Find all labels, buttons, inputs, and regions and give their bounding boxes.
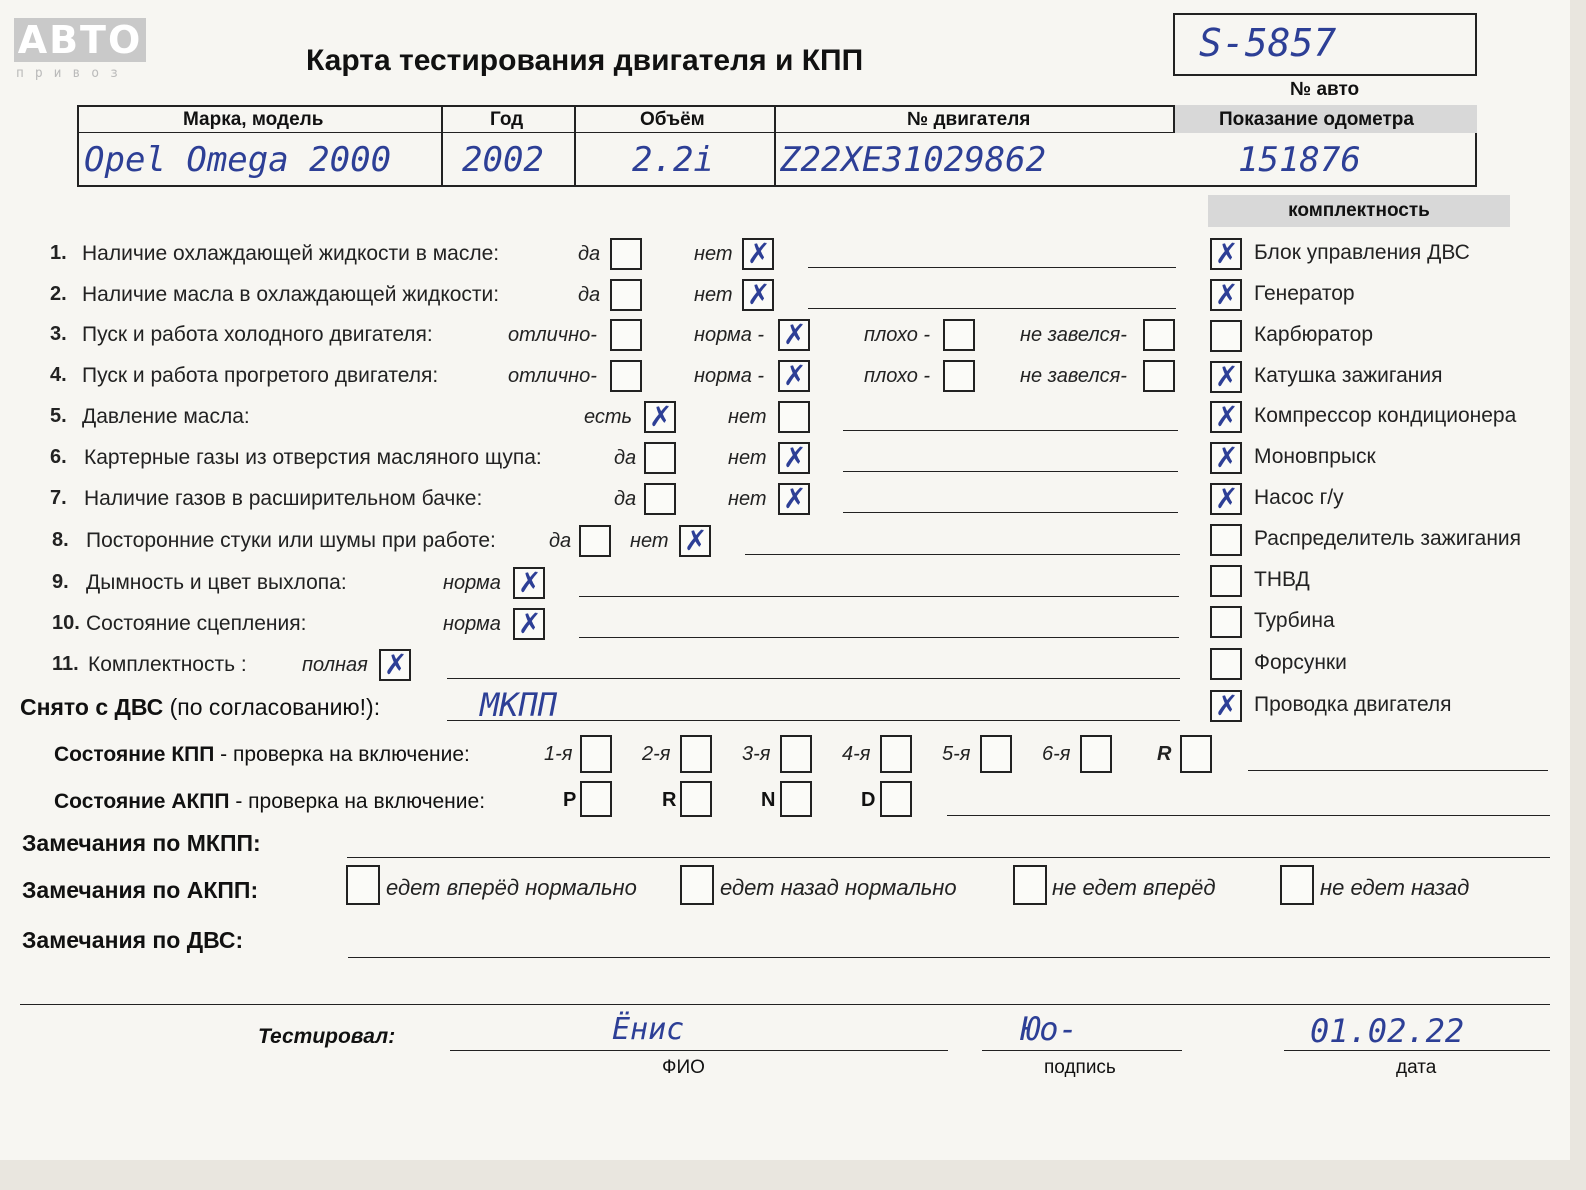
option-label: не завелся- [1020,365,1127,387]
option-checkbox[interactable] [610,319,642,351]
option-label: нет [630,530,669,552]
option-label: отлично- [508,365,597,387]
option-checkbox[interactable] [644,442,676,474]
row-line [579,596,1179,597]
auto-gearbox-label-rest: - проверка на включение: [229,790,486,813]
option-checkbox[interactable] [644,483,676,515]
row-number: 6. [50,446,67,468]
value-year: 2002 [462,140,544,180]
row-label: Давление масла: [82,405,250,428]
completeness-label: Турбина [1254,609,1335,632]
auto-number-cell [1173,13,1477,76]
completeness-label: Распределитель зажигания [1254,527,1522,550]
mode-label: D [861,789,876,811]
row-number: 2. [50,283,67,305]
col-sep [774,105,776,187]
signature-line [982,1050,1182,1051]
col-header-year: Год [490,109,524,130]
option-label: плохо - [864,324,931,346]
mode-checkbox[interactable] [780,781,812,817]
row-label: Пуск и работа холодного двигателя: [82,323,433,346]
option-label: не завелся- [1020,324,1127,346]
tested-label: Тестировал: [258,1025,396,1048]
row-label: Наличие масла в охлаждающей жидкости: [82,283,500,306]
option-label: норма - [694,324,765,346]
row-number: 10. [52,612,80,634]
removed-label-rest: (по согласованию!): [169,694,381,720]
date-caption: дата [1396,1057,1437,1078]
gear-checkbox[interactable] [680,735,712,773]
row-line [745,554,1180,555]
auto-gearbox-line [947,815,1550,816]
row-label: Наличие газов в расширительном бачке: [84,487,483,510]
option-checkbox[interactable] [778,360,810,392]
row-line [447,678,1180,679]
completeness-checkbox[interactable] [1210,606,1242,638]
col-header-engine-number: № двигателя [907,109,1031,130]
option-label: нет [728,488,767,510]
row-line [579,637,1179,638]
completeness-checkbox[interactable] [1210,238,1242,270]
option-checkbox[interactable] [610,360,642,392]
mode-label: N [761,789,776,811]
signature-caption: подпись [1044,1057,1116,1078]
value-engine-number: Z22XE31029862 [780,140,1047,180]
completeness-label: Насос г/у [1254,486,1344,509]
row-number: 1. [50,242,67,264]
option-label: нет [694,284,733,306]
option-checkbox[interactable] [1143,319,1175,351]
completeness-checkbox[interactable] [1210,483,1242,515]
option-label: полная [302,654,368,676]
row-label: Пуск и работа прогретого двигателя: [82,364,439,387]
option-checkbox[interactable] [742,279,774,311]
mode-checkbox[interactable] [580,781,612,817]
completeness-label: Катушка зажигания [1254,364,1443,387]
separator-line [20,1004,1550,1005]
row-label: Комплектность : [88,653,247,676]
row-label: Состояние сцепления: [86,612,307,635]
option-checkbox[interactable] [778,319,810,351]
col-header-make: Марка, модель [183,109,324,130]
name-line [450,1050,948,1051]
col-header-odometer: Показание одометра [1219,109,1414,130]
akpp-option-label: не едет назад [1320,875,1470,900]
notes-mkpp-label: Замечания по МКПП: [22,830,261,856]
removed-label-bold: Снято с ДВС [20,694,164,720]
completeness-label: Блок управления ДВС [1254,241,1470,264]
akpp-option-label: едет назад нормально [720,875,957,900]
gear-label: 3-я [742,743,771,765]
row-number: 4. [50,364,67,386]
auto-gearbox-label-bold: Состояние АКПП [54,790,230,813]
akpp-option-checkbox[interactable] [1280,865,1314,905]
row-line [843,512,1178,513]
akpp-option-label: не едет вперёд [1052,875,1216,900]
gear-label: 2-я [642,743,671,765]
notes-dvs-line [348,957,1550,958]
option-label: есть [584,406,633,428]
removed-value: МКПП [480,686,558,724]
row-number: 7. [50,487,67,509]
gear-checkbox[interactable] [980,735,1012,773]
row-number: 8. [52,529,69,551]
option-label: да [578,243,601,265]
option-checkbox[interactable] [1143,360,1175,392]
row-line [843,471,1178,472]
tester-name: Ёнис [612,1012,685,1047]
row-number: 3. [50,323,67,345]
notes-dvs-label: Замечания по ДВС: [22,927,244,953]
gear-checkbox[interactable] [1180,735,1212,773]
option-label: плохо - [864,365,931,387]
gear-label: 4-я [842,743,871,765]
logo-subtitle: привоз [16,66,129,81]
option-checkbox[interactable] [778,401,810,433]
row-number: 5. [50,405,67,427]
removed-line [447,720,1180,721]
option-checkbox[interactable] [513,608,545,640]
manual-gearbox-label-rest: - проверка на включение: [214,743,470,766]
completeness-checkbox[interactable] [1210,361,1242,393]
notes-mkpp-line [347,857,1550,858]
mode-checkbox[interactable] [880,781,912,817]
auto-number-value: S-5857 [1199,21,1337,65]
row-label: Дымность и цвет выхлопа: [86,571,347,594]
mode-label: P [563,789,577,811]
value-make: Opel Omega 2000 [84,140,392,180]
option-checkbox[interactable] [778,442,810,474]
completeness-checkbox[interactable] [1210,442,1242,474]
date-line [1284,1050,1550,1051]
auto-gearbox-label [54,790,485,814]
option-label: нет [728,447,767,469]
option-label: нет [728,406,767,428]
option-checkbox[interactable] [379,649,411,681]
manual-gearbox-label [54,743,470,767]
option-label: нет [694,243,733,265]
option-label: да [614,447,637,469]
gear-checkbox[interactable] [580,735,612,773]
auto-number-label: № авто [1290,79,1360,100]
value-odometer: 151876 [1238,140,1361,180]
akpp-option-checkbox[interactable] [1013,865,1047,905]
completeness-label: Компрессор кондиционера [1254,404,1517,427]
option-checkbox[interactable] [943,319,975,351]
row-label: Посторонние стуки или шумы при работе: [86,529,496,552]
signature: Юо- [1020,1010,1078,1048]
akpp-option-checkbox[interactable] [346,865,380,905]
akpp-option-checkbox[interactable] [680,865,714,905]
option-checkbox[interactable] [679,525,711,557]
gear-label: 1-я [544,743,573,765]
completeness-label: Моновпрыск [1254,445,1376,468]
row-label: Наличие охлаждающей жидкости в масле: [82,242,500,265]
option-checkbox[interactable] [513,567,545,599]
completeness-label: Проводка двигателя [1254,693,1452,716]
completeness-title: комплектность [1208,195,1510,227]
test-date: 01.02.22 [1310,1012,1465,1050]
completeness-checkbox[interactable] [1210,279,1242,311]
option-checkbox[interactable] [610,238,642,270]
completeness-checkbox[interactable] [1210,690,1242,722]
row-number: 11. [52,653,79,675]
completeness-checkbox[interactable] [1210,565,1242,597]
gear-label: 5-я [942,743,971,765]
col-header-volume: Объём [640,109,705,130]
gear-checkbox[interactable] [780,735,812,773]
row-label: Картерные газы из отверстия масляного щупа: [84,446,542,469]
completeness-label: Карбюратор [1254,323,1374,346]
notes-akpp-label: Замечания по АКПП: [22,877,259,903]
col-sep [574,105,576,187]
option-label: отлично- [508,324,597,346]
removed-label [20,694,380,721]
gear-checkbox[interactable] [1080,735,1112,773]
page-title: Карта тестирования двигателя и КПП [306,44,864,77]
manual-gearbox-label-bold: Состояние КПП [54,743,215,766]
row-line [843,430,1178,431]
name-caption: ФИО [662,1057,705,1078]
value-volume: 2.2i [632,140,714,180]
completeness-label: ТНВД [1254,568,1310,591]
gear-label: R [1157,743,1172,765]
option-label: да [549,530,572,552]
col-sep [441,105,443,187]
completeness-label: Форсунки [1254,651,1347,674]
option-checkbox[interactable] [644,401,676,433]
completeness-checkbox[interactable] [1210,648,1242,680]
completeness-checkbox[interactable] [1210,401,1242,433]
manual-gearbox-line [1248,770,1548,771]
completeness-checkbox[interactable] [1210,320,1242,352]
mode-label: R [662,789,677,811]
option-label: да [578,284,601,306]
gear-label: 6-я [1042,743,1071,765]
completeness-checkbox[interactable] [1210,524,1242,556]
option-label: норма [443,613,501,635]
akpp-option-label: едет вперёд нормально [386,875,637,900]
option-label: норма [443,572,501,594]
row-line [808,267,1176,268]
option-label: да [614,488,637,510]
option-checkbox[interactable] [610,279,642,311]
completeness-label: Генератор [1254,282,1355,305]
option-checkbox[interactable] [579,525,611,557]
option-checkbox[interactable] [742,238,774,270]
gear-checkbox[interactable] [880,735,912,773]
option-checkbox[interactable] [778,483,810,515]
option-label: норма - [694,365,765,387]
option-checkbox[interactable] [943,360,975,392]
row-line [808,308,1176,309]
mode-checkbox[interactable] [680,781,712,817]
avto-privoz-logo: АВТО [14,18,146,62]
row-number: 9. [52,571,69,593]
